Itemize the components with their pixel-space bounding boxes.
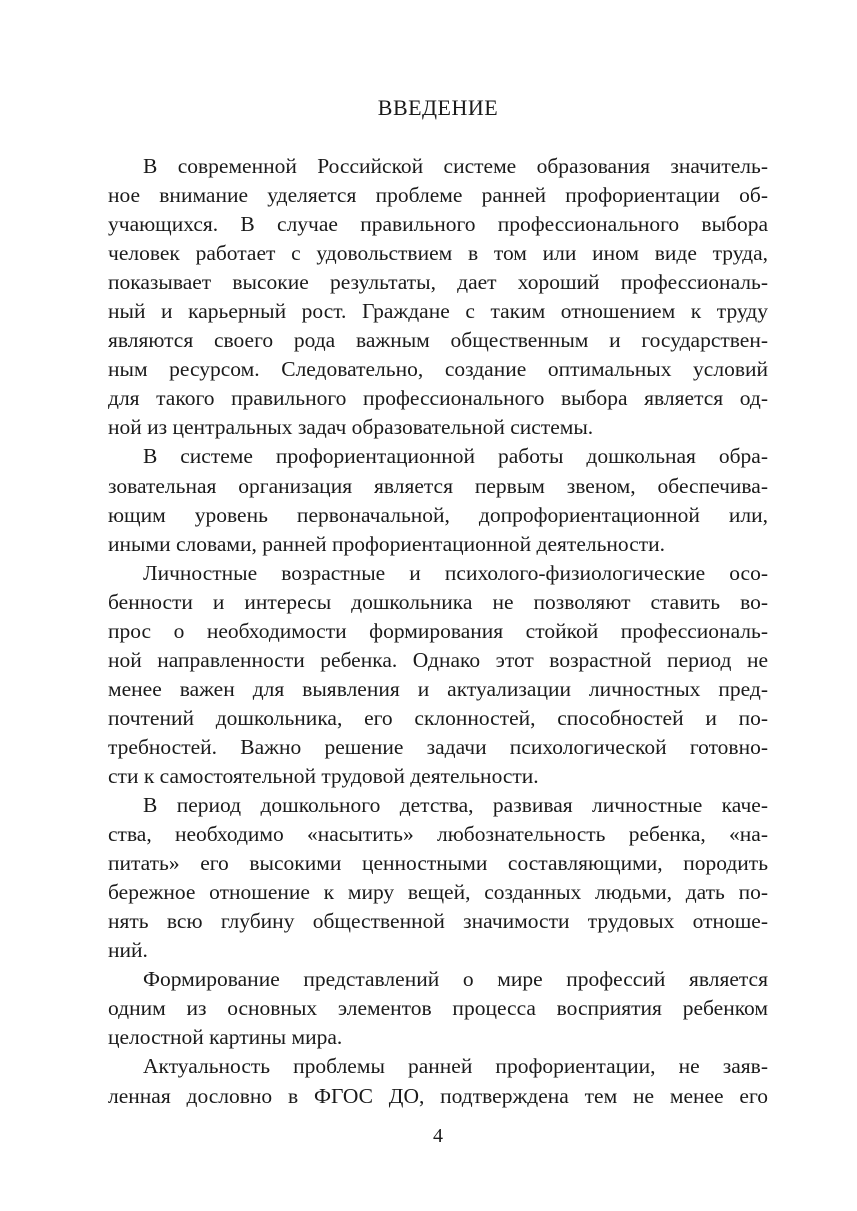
text-line: В современной Российской системе образования значитель- [143, 154, 768, 178]
text-line: ющим уровень первоначальной, допрофориентационной или, [108, 502, 768, 527]
text-line: В период дошкольного детства, развивая личностные каче- [143, 793, 768, 818]
paragraph [108, 791, 768, 965]
text-line: ленная дословно в ФГОС ДО, подтверждена тем не менее его [108, 1083, 768, 1108]
text-line: прос о необходимости формирования стойкой профессиональ- [108, 618, 768, 643]
text-line: Личностные возрастные и психолого-физиологические осо- [143, 560, 768, 585]
text-line: человек работает с удовольствием в том или ином виде труда, [108, 241, 768, 266]
text-line: одним из основных элементов процесса восприятия ребенком [108, 996, 768, 1021]
text-line: ства, необходимо «насытить» любознательность ребенка, «на- [108, 822, 768, 847]
text-line: являются своего рода важным общественным и государствен- [108, 328, 768, 353]
paragraph [108, 442, 768, 558]
paragraph [108, 559, 768, 791]
text-line: ний. [108, 938, 148, 963]
text-line: ный и карьерный рост. Граждане с таким отношением к труду [108, 299, 768, 324]
body-text [108, 152, 768, 1111]
text-line: сти к самостоятельной трудовой деятельности. [108, 763, 539, 788]
text-line: ное внимание уделяется проблеме ранней профориентации об- [108, 183, 768, 208]
text-line: нять всю глубину общественной значимости трудовых отноше- [108, 909, 768, 934]
text-line: Актуальность проблемы ранней профориентации, не заяв- [143, 1054, 768, 1079]
paragraph [108, 965, 768, 1052]
text-line: В системе профориентационной работы дошкольная обра- [143, 444, 768, 469]
text-line: Формирование представлений о мире профессий является [143, 967, 768, 992]
text-line: показывает высокие результаты, дает хороший профессиональ- [108, 270, 768, 295]
text-line: менее важен для выявления и актуализации личностных пред- [108, 676, 768, 701]
text-line: требностей. Важно решение задачи психологической готовно- [108, 734, 768, 759]
text-line: зовательная организация является первым звеном, обеспечива- [108, 473, 768, 498]
page-number: 4 [433, 1125, 443, 1147]
text-line: ной направленности ребенка. Однако этот возрастной период не [108, 647, 768, 672]
text-line: целостной картины мира. [108, 1025, 343, 1050]
text-line: для такого правильного профессионального выбора является од- [108, 386, 768, 411]
text-line: питать» его высокими ценностными составляющими, породить [108, 851, 768, 876]
text-line: бережное отношение к миру вещей, созданных людьми, дать по- [108, 880, 768, 905]
text-line: ным ресурсом. Следовательно, создание оптимальных условий [108, 357, 768, 382]
paragraph [108, 152, 768, 442]
text-line: бенности и интересы дошкольника не позволяют ставить во- [108, 589, 768, 614]
text-line: иными словами, ранней профориентационной деятельности. [108, 531, 666, 556]
section-title: ВВЕДЕНИЕ [377, 95, 499, 120]
text-line: почтений дошкольника, его склонностей, способностей и по- [108, 705, 768, 730]
document-page [108, 0, 768, 1211]
text-line: учающихся. В случае правильного профессионального выбора [108, 212, 768, 237]
paragraph [108, 1052, 768, 1110]
text-line: ной из центральных задач образовательной системы. [108, 415, 594, 440]
